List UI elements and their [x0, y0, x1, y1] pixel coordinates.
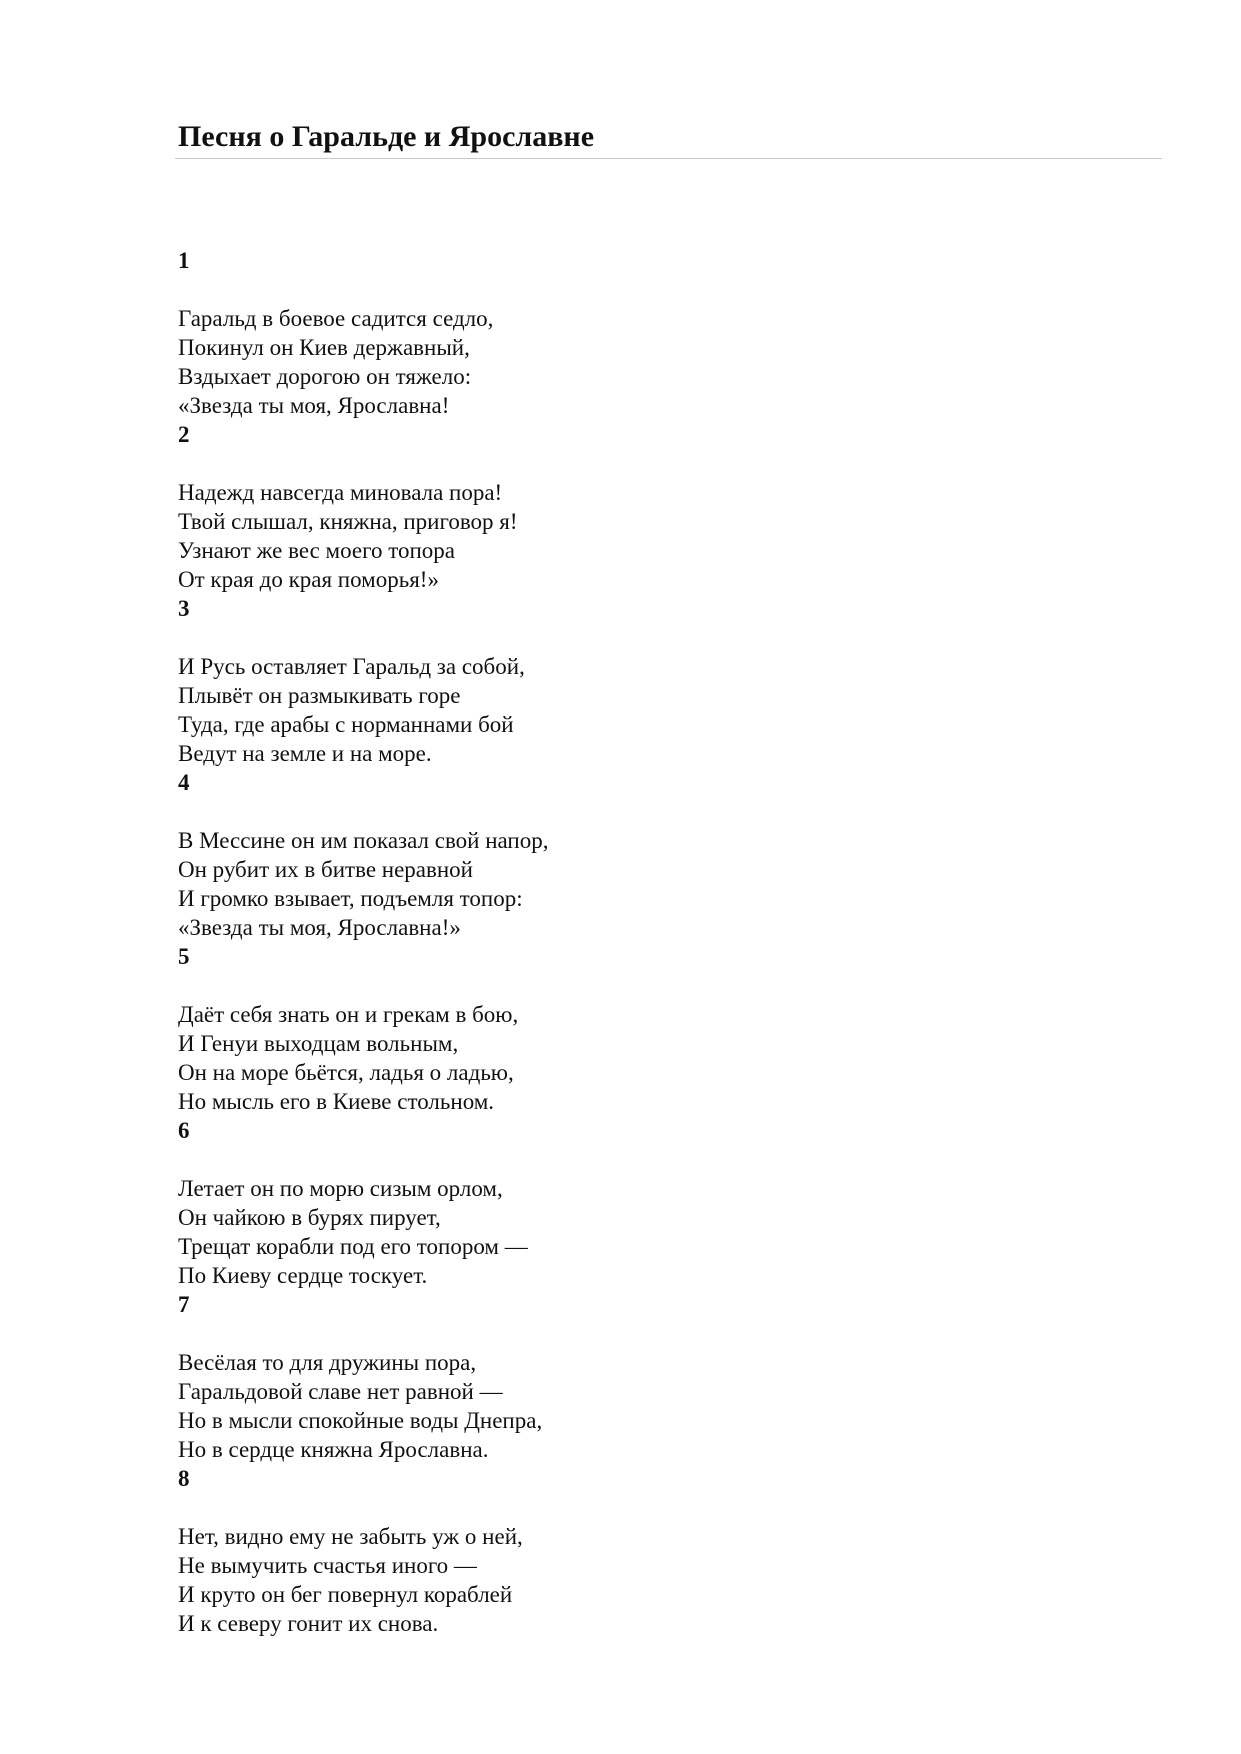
poem-line: Гаральдовой славе нет равной —: [178, 1379, 503, 1404]
poem-line: Надежд навсегда миновала пора!: [178, 480, 503, 505]
poem-line: «Звезда ты моя, Ярославна!: [178, 393, 450, 418]
poem-line: Покинул он Киев державный,: [178, 335, 470, 360]
stanza: [178, 1290, 1078, 1464]
poem-line: Твой слышал, княжна, приговор я!: [178, 509, 518, 534]
document-title: Песня о Гаральде и Ярославне: [178, 120, 595, 153]
poem-line: Не вымучить счастья иного —: [178, 1553, 477, 1578]
stanza-number: 1: [178, 248, 190, 273]
poem-line: Летает он по морю сизым орлом,: [178, 1176, 503, 1201]
poem-line: Трещат корабли под его топором —: [178, 1234, 528, 1259]
poem-line: Он рубит их в битве неравной: [178, 857, 473, 882]
poem-line: Он чайкою в бурях пирует,: [178, 1205, 441, 1230]
poem-line: Туда, где арабы с норманнами бой: [178, 712, 514, 737]
poem-line: Весёлая то для дружины пора,: [178, 1350, 477, 1375]
poem-line: Плывёт он размыкивать горе: [178, 683, 461, 708]
poem-line: Узнают же вес моего топора: [178, 538, 455, 563]
stanza-number: 5: [178, 944, 190, 969]
stanza-number: 4: [178, 770, 190, 795]
poem-line: И громко взывает, подъемля топор:: [178, 886, 523, 911]
stanza-number: 7: [178, 1292, 190, 1317]
poem-line: Но в сердце княжна Ярославна.: [178, 1437, 489, 1462]
title-divider: [175, 158, 1162, 159]
poem-line: Но в мысли спокойные воды Днепра,: [178, 1408, 543, 1433]
poem-line: В Мессине он им показал свой напор,: [178, 828, 549, 853]
poem-line: Даёт себя знать он и грекам в бою,: [178, 1002, 519, 1027]
stanza-number: 2: [178, 422, 190, 447]
stanza-number: 3: [178, 596, 190, 621]
stanza: [178, 1464, 1078, 1638]
poem-line: И к северу гонит их снова.: [178, 1611, 439, 1636]
stanza: [178, 942, 1078, 1116]
poem-line: И Генуи выходцам вольным,: [178, 1031, 459, 1056]
stanza: [178, 768, 1078, 942]
stanza-number: 6: [178, 1118, 190, 1143]
poem-line: По Киеву сердце тоскует.: [178, 1263, 428, 1288]
poem-body: [178, 246, 1078, 1638]
stanza-number: 8: [178, 1466, 190, 1491]
poem-line: Но мысль его в Киеве стольном.: [178, 1089, 495, 1114]
stanza: [178, 246, 1078, 420]
poem-line: Он на море бьётся, ладья о ладью,: [178, 1060, 514, 1085]
poem-line: Ведут на земле и на море.: [178, 741, 432, 766]
poem-line: И Русь оставляет Гаральд за собой,: [178, 654, 525, 679]
poem-line: «Звезда ты моя, Ярославна!»: [178, 915, 461, 940]
stanza: [178, 420, 1078, 594]
poem-line: И круто он бег повернул кораблей: [178, 1582, 513, 1607]
poem-line: От края до края поморья!»: [178, 567, 439, 592]
poem-line: Вздыхает дорогою он тяжело:: [178, 364, 472, 389]
poem-line: Нет, видно ему не забыть уж о ней,: [178, 1524, 523, 1549]
poem-line: Гаральд в боевое садится седло,: [178, 306, 494, 331]
stanza: [178, 1116, 1078, 1290]
stanza: [178, 594, 1078, 768]
